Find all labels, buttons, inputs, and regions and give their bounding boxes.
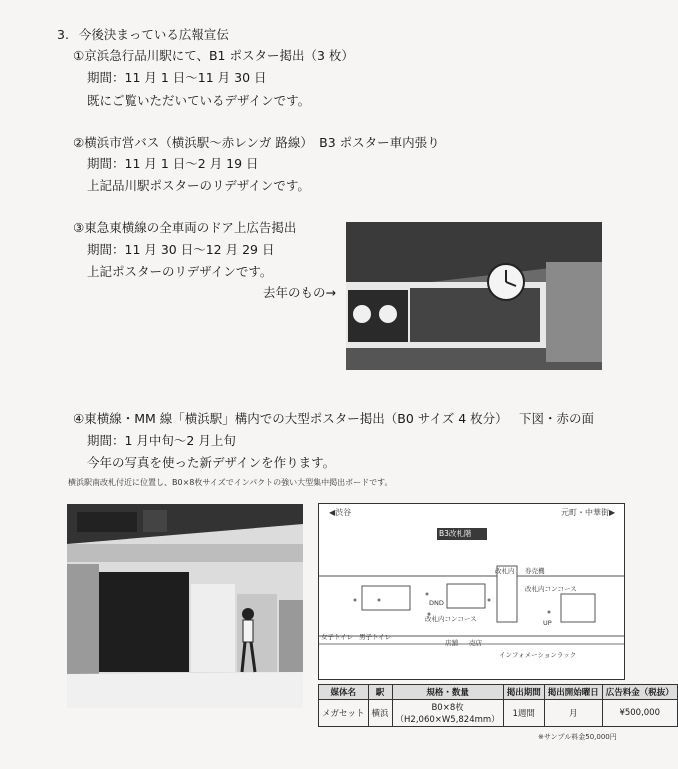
item-1-note: 既にご覧いただいているデザインです。 <box>87 93 311 108</box>
th-media: 媒体名 <box>319 685 369 700</box>
spec-table <box>318 684 678 727</box>
item-1-period: 期間：11 月 1 日〜11 月 30 日 <box>87 70 267 85</box>
th-price: 広告料金（税抜） <box>602 685 677 700</box>
map-label-info: インフォメーションラック <box>499 651 577 659</box>
th-start-day: 掲出開始曜日 <box>544 685 602 700</box>
item-2-note: 上記品川駅ポスターのリデザインです。 <box>87 178 310 193</box>
item-3-period: 期間：11 月 30 日〜12 月 29 日 <box>87 242 275 257</box>
map-label-toilet-f: 女子トイレ <box>321 633 354 641</box>
spec-table-wrap <box>318 684 678 727</box>
item-3-note: 上記ポスターのリデザインです。 <box>87 264 273 279</box>
train-ad-photo <box>346 222 602 370</box>
station-photo <box>67 504 303 708</box>
station-illustration <box>67 504 303 708</box>
map-label-concourse-left: 改札内コンコース <box>425 615 477 623</box>
td-period: 1週間 <box>503 700 544 727</box>
last-year-label: 去年のもの→ <box>263 285 336 300</box>
item-4-title: ④東横線・MM 線「横浜駅」構内での大型ポスター掲出（B0 サイズ 4 枚分） <box>73 411 508 426</box>
section-heading <box>57 27 229 43</box>
map-label-toilet-m: 男子トイレ <box>359 633 392 641</box>
section-number: 3. <box>57 27 69 42</box>
td-spec-qty: B0×8枚 <box>431 703 464 713</box>
item-2-period: 期間：11 月 1 日〜2 月 19 日 <box>87 156 259 171</box>
td-media: メガセット <box>319 700 369 727</box>
item-4-period: 期間：1 月中旬〜2 月上旬 <box>87 433 236 448</box>
map-left-label: ◀渋谷 <box>329 508 352 517</box>
td-start-day: 月 <box>544 700 602 727</box>
map-label-ticket: 券売機 <box>525 567 545 575</box>
map-right-label: 元町・中華街▶ <box>561 508 616 517</box>
td-spec <box>392 700 503 727</box>
td-station: 横浜 <box>368 700 392 727</box>
table-footnote: ※サンプル料金50,000円 <box>538 733 617 741</box>
th-station: 駅 <box>368 685 392 700</box>
table-row <box>319 700 678 727</box>
item-4-note: 今年の写真を使った新デザインを作ります。 <box>87 455 336 470</box>
map-label-stairs: 改札内 <box>495 567 515 575</box>
th-period: 掲出期間 <box>503 685 544 700</box>
section-title: 今後決まっている広報宣伝 <box>78 27 229 42</box>
map-label-up: UP <box>543 619 552 627</box>
map-label-shop2: 売店 <box>469 639 482 647</box>
map-label-shop1: 店舗 <box>445 639 458 647</box>
map-label-concourse-right: 改札内コンコース <box>525 585 577 593</box>
board-caption: 横浜駅南改札付近に位置し、B0×8枚サイズでインパクトの強い大型集中掲出ボードです。 <box>68 478 393 487</box>
train-ad-illustration <box>346 222 602 370</box>
item-2-title: ②横浜市営バス（横浜駅〜赤レンガ 路線） B3 ポスター車内張り <box>73 135 440 150</box>
map-board-label: B3改札階 <box>439 529 472 538</box>
spec-table-header <box>319 685 678 700</box>
td-price: ¥500,000 <box>602 700 677 727</box>
map-ref-label: 下図・赤の面 <box>519 411 595 426</box>
th-spec: 規格・数量 <box>392 685 503 700</box>
map-label-dnd: DND <box>429 599 444 607</box>
item-3-title: ③東急東横線の全車両のドア上広告掲出 <box>73 220 297 235</box>
td-spec-size: （H2,060×W5,824mm） <box>395 715 500 725</box>
station-map <box>318 503 625 680</box>
station-map-diagram <box>319 504 624 679</box>
item-1-title: ①京浜急行品川駅にて、B1 ポスター掲出（3 枚） <box>73 48 354 63</box>
